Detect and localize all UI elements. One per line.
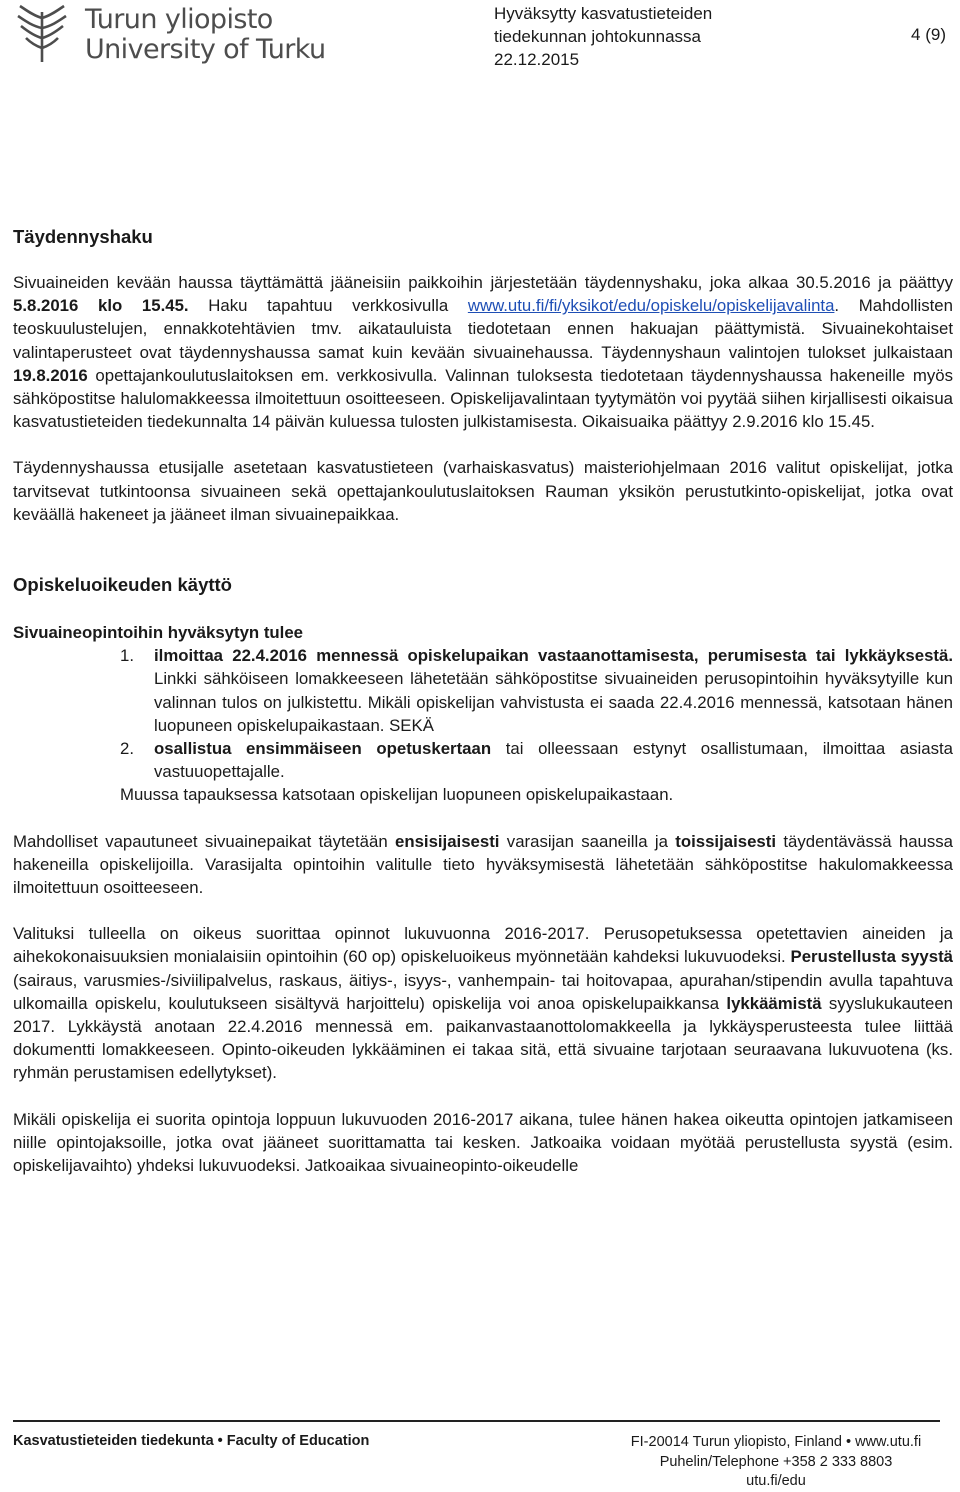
torch-emblem-icon: [14, 4, 70, 64]
text-span: Linkki sähköiseen lomakkeeseen lähetetään sähköpostitse sivuaineiden perusopintoihin hyväksytyille kun valinnan tulos on julkistettu. Mikäli opiskelijan vahvistusta ei saada 22.4.2016 mennessä, katsotaan hänen luopuneen opiskelupaikastaan. SEKÄ: [154, 669, 953, 735]
approval-line-1: Hyväksytty kasvatustieteiden: [494, 4, 713, 23]
page-number: 4 (9): [911, 25, 946, 44]
heading-taydennyshaku: Täydennyshaku: [13, 226, 153, 247]
paragraph-priority: Täydennyshaussa etusijalle asetetaan kasvatustieteen (varhaiskasvatus) maisteriohjelmaan 2016 valitut opiskelijat, jotka tarvitsevat tutkintoonsa sivuaineen sekä opettajankoulutuslaitoksen Rauman yksikön perustutkinto-opiskelijat, jotka ovat keväällä hakeneet ja jääneet ilman sivuainepaikkaa.: [13, 458, 953, 524]
logo-text-finnish: Turun yliopisto: [85, 4, 273, 35]
text-span: ensisijaisesti: [394, 831, 500, 851]
approval-date: 22.12.2015: [494, 50, 580, 69]
footer-phone: Puhelin/Telephone +358 2 333 8803: [659, 1453, 893, 1470]
deadline-text: 5.8.2016 klo 15.45.: [13, 296, 189, 316]
paragraph-extension: Mikäli opiskelija ei suorita opintoja loppuun lukuvuoden 2016-2017 aikana, tulee hänen hakea oikeutta opintojen jatkamiseen niille opintojaksoille, jotka ovat jääneet suorittamatta tai kesken. Jatkoaika voidaan myötää perustellusta syystä (esim. opiskelijavaihto) yhdeksi lukuvuodeksi. Jatkoaikaa sivuaineopinto-oikeudelle: [13, 1109, 953, 1176]
approval-note: [494, 2, 712, 71]
approval-line-2: tiedekunnan johtokunnassa: [494, 27, 701, 46]
opiskelijavalinta-link[interactable]: www.utu.fi/fi/yksikot/edu/opiskelu/opiskelijavalinta: [467, 296, 835, 316]
text-span: syyslukukauteen 2017. Lykkäystä anotaan 22.4.2016 mennessä em. paikanvastaanottolomakkeella ja lykkäysperusteesta tulee liittää dokumentti lomakkeeseen. Opinto-oikeuden lykkääminen ei takaa sitä, että sivuaine tarjotaan seuraavana lukuvuotena (ks. ryhmän perustamisen edellytykset).: [13, 993, 953, 1083]
list-item: [120, 644, 953, 737]
footer-address: FI-20014 Turun yliopisto, Finland • www.utu.fi: [630, 1434, 922, 1450]
text-span: tai olleessaan estynyt osallistumaan, ilmoittaa asiasta vastuuopettajalle.: [154, 739, 953, 782]
text-span: täydentävässä haussa hakeneilla opiskelijoilla. Varasijalta opintoihin valitulle tieto hyväksymisestä lähetetään sähköpostitse hakulomakkeessa ilmoitettuun osoitteeseen.: [13, 831, 954, 898]
otherwise-note: Muussa tapauksessa katsotaan opiskelijan luopuneen opiskelupaikastaan.: [120, 785, 674, 805]
text-span: varasijan saaneilla ja: [499, 831, 676, 851]
list-number: 2.: [120, 739, 134, 759]
heading-opiskeluoikeus: Opiskeluoikeuden käyttö: [13, 574, 232, 596]
list-item: [120, 737, 953, 783]
paragraph-taydennyshaku: [13, 271, 953, 433]
text-span: Haku tapahtuu verkkosivulla: [188, 296, 468, 316]
text-span: opettajankoulutuslaitoksen em. verkkosivulla. Valinnan tuloksesta tiedotetaan täydennyshaussa hakeneille myös sähköpostitse halulomakkeessa ilmoitettuun osoitteeseen. Opiskelijavalintaan tyytymätön voi pyytää siihen kirjallisesti oikaisua kasvatustieteiden tiedekunnalta 14 päivän kuluessa tulosten julkistamisesta. Oikaisuaika päättyy 2.9.2016 klo 15.45.: [13, 365, 953, 432]
university-logo: [14, 2, 326, 66]
footer-website: utu.fi/edu: [746, 1473, 806, 1489]
text-span: (sairaus, varusmies-/siviilipalvelus, raskaus, äitiys-, isyys-, vanhempain- tai hoitovapaa, apurahan/stipendin avulla tapahtuva ulkomailla opiskelu, koulutukseen sisältyvä harjoittelu) opiskelija voi anoa opiskelupaikkansa: [13, 970, 953, 1013]
list-number: 1.: [120, 646, 134, 666]
paragraph-vacancies: [13, 830, 953, 900]
text-span: Perustellusta syystä: [790, 947, 953, 967]
subheading-accepted: Sivuaineopintoihin hyväksytyn tulee: [13, 623, 304, 643]
document-body: [13, 224, 953, 1177]
text-span: Mahdolliset vapautuneet sivuainepaikat täytetään: [13, 831, 395, 851]
footer-faculty: Kasvatustieteiden tiedekunta • Faculty of Education: [13, 1433, 370, 1449]
results-date: 19.8.2016: [13, 365, 88, 385]
text-span: lykkäämistä: [726, 993, 822, 1013]
paragraph-study-right: [13, 922, 953, 1084]
text-span: Valituksi tulleella on oikeus suorittaa opinnot lukuvuonna 2016-2017. Perusopetuksessa opetettavien aineiden ja aihekokonaisuuksien monialaisiin opintoihin (60 op) opiskeluoikeus myönnetään kahdeksi lukuvuodeksi.: [13, 924, 953, 967]
text-span: toissijaisesti: [675, 831, 777, 851]
logo-text-english: University of Turku: [85, 34, 326, 65]
footer-contact: [611, 1433, 941, 1492]
text-span: Sivuaineiden kevään haussa täyttämättä jääneisiin paikkoihin järjestetään täydennyshaku, joka alkaa 30.5.2016 ja päättyy: [13, 273, 953, 292]
text-span: . Mahdollisten teoskuulustelujen, ennakkotehtävien tmv. aikatauluista tiedotetaan ennen hakuajan päättymistä. Sivuainekohtaiset valintaperusteet ovat täydennyshaussa samat kuin kevään sivuainehaussa. Täydennyshaun valintojen tulokset julkaistaan: [13, 296, 953, 362]
text-span: osallistua ensimmäiseen opetuskertaan: [154, 739, 492, 759]
text-span: ilmoittaa 22.4.2016 mennessä opiskelupaikan vastaanottamisesta, perumisesta tai lykkäyksestä.: [154, 646, 953, 666]
requirements-list: [13, 644, 953, 783]
footer-divider: [13, 1420, 940, 1422]
